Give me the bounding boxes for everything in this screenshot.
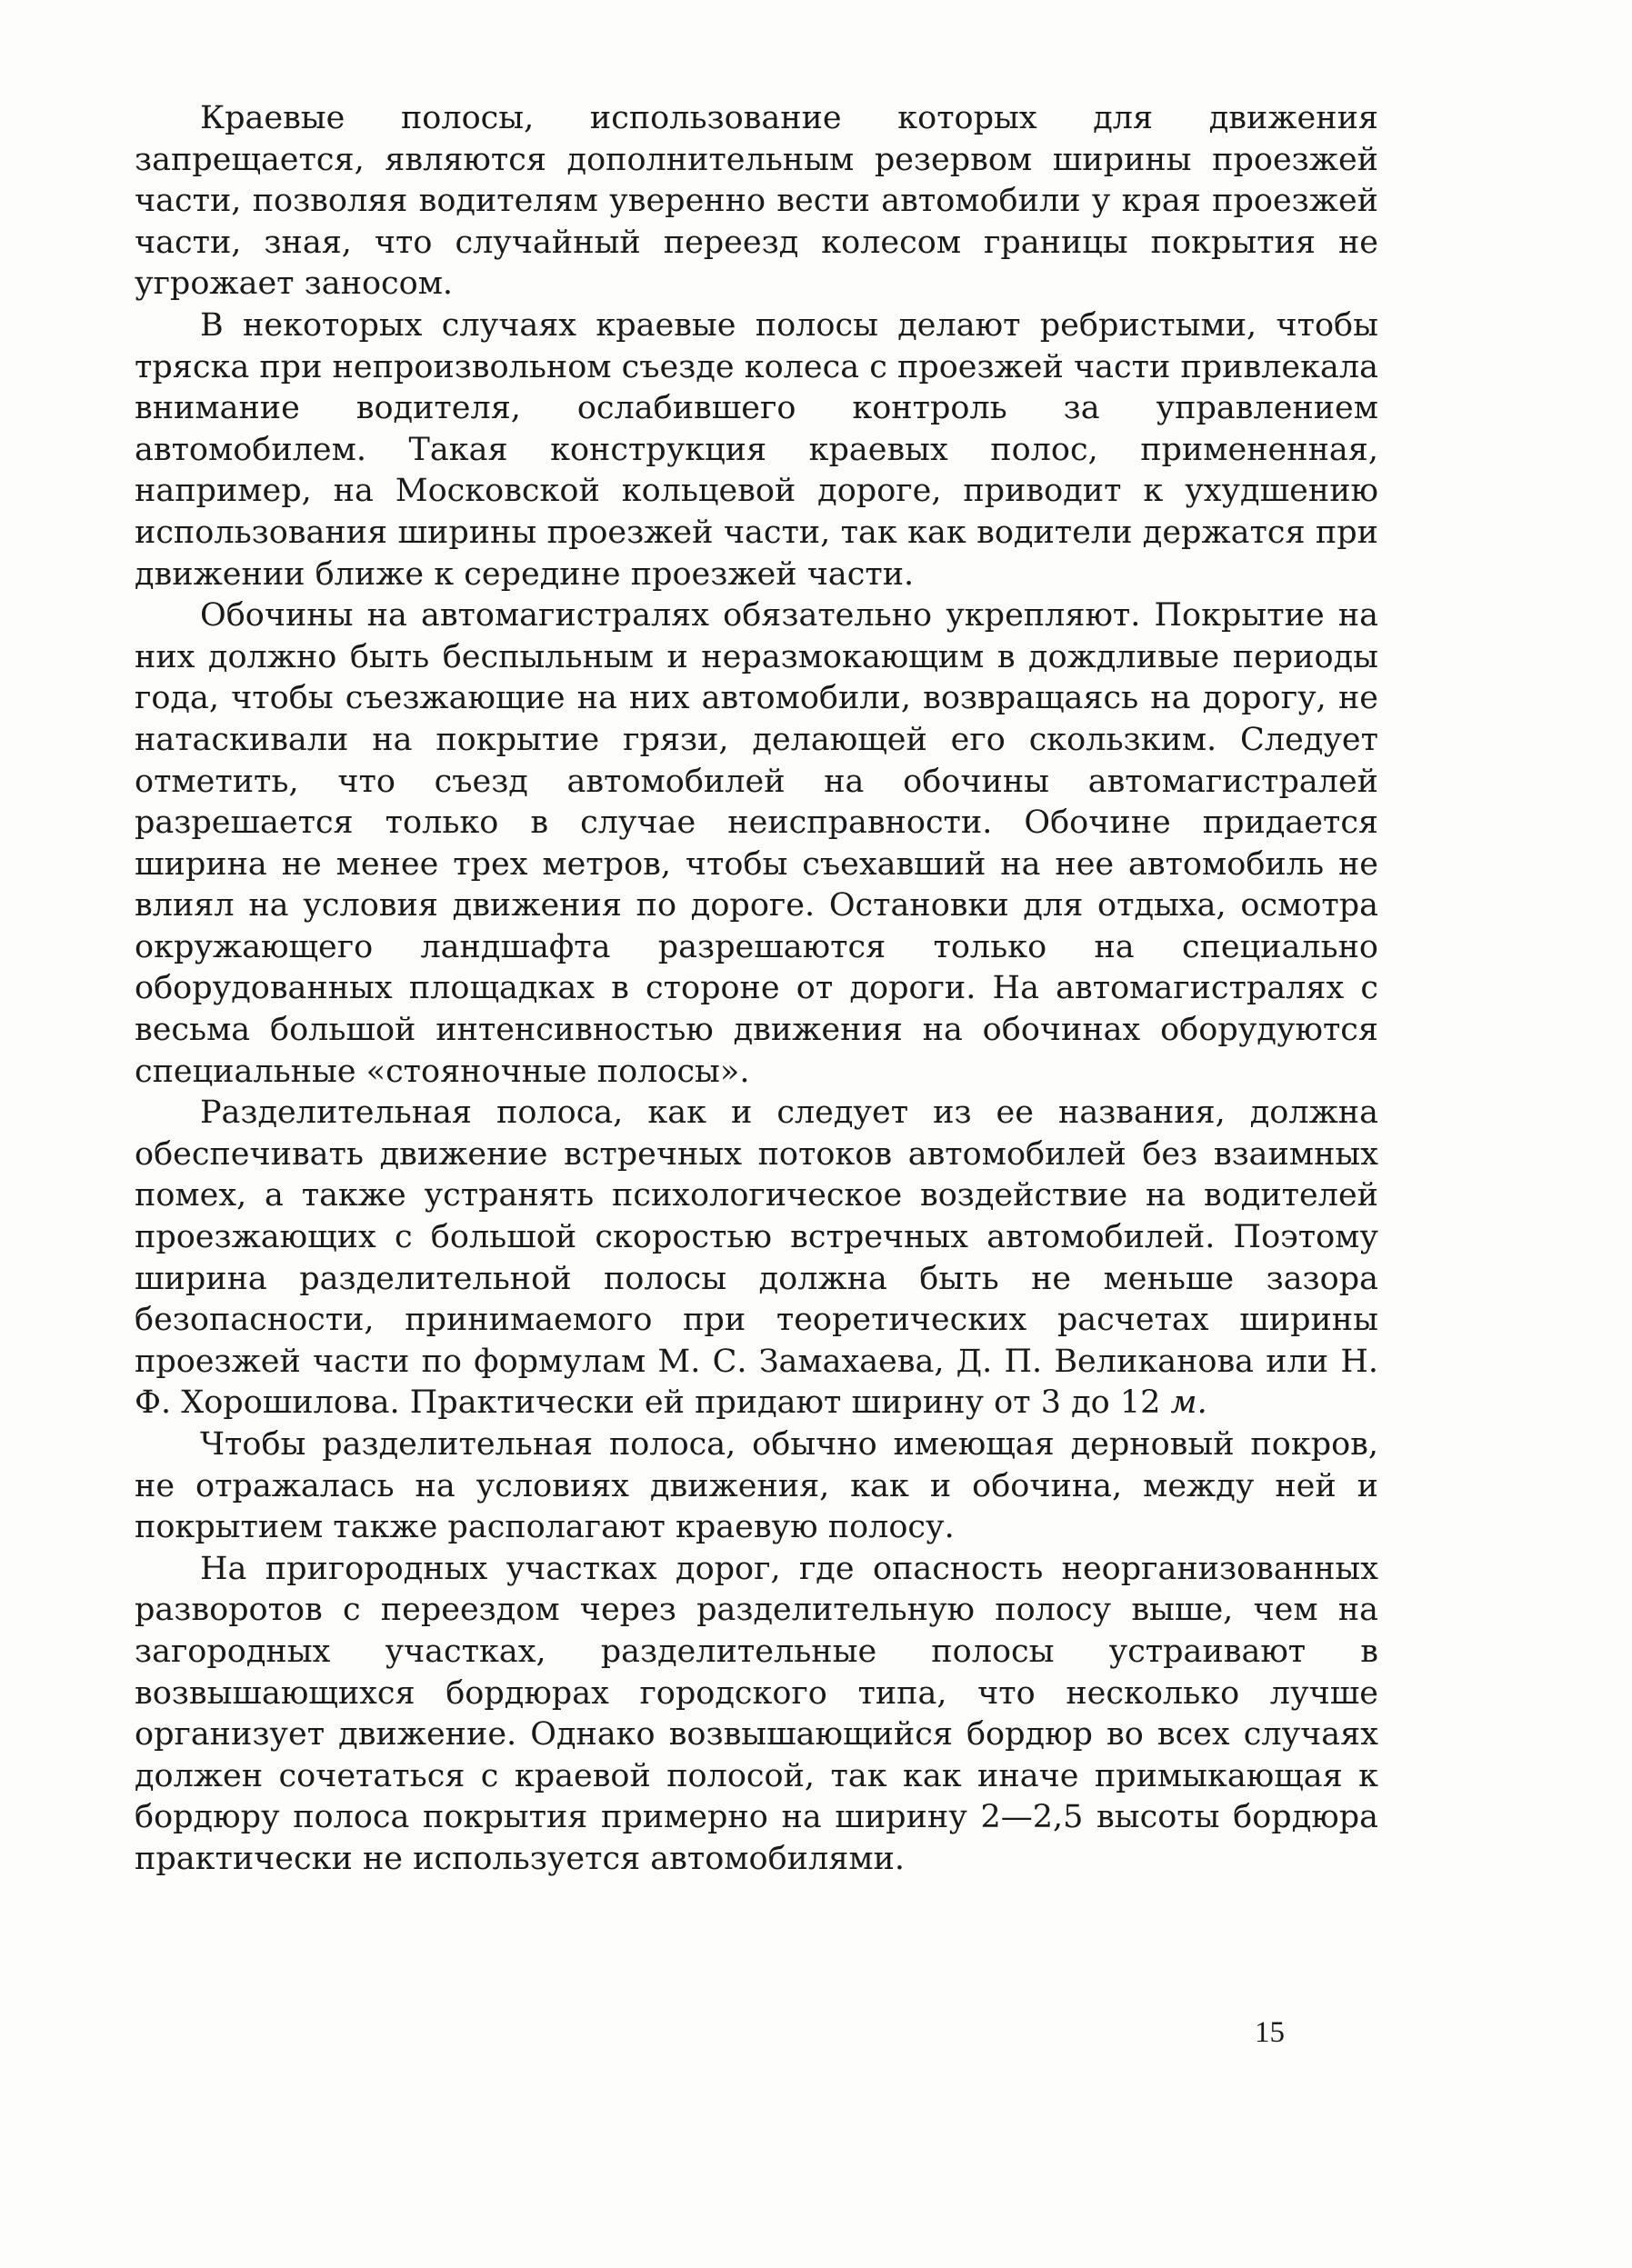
paragraph-sod-cover: Чтобы разделительная полоса, обычно имеющая дерновый покров, не отражалась на условиях движения, как и обочина, между ней и покрытием также располагают краевую полосу. [135, 1426, 1378, 1546]
paragraph-edge-lanes: Краевые полосы, использование которых для движения запрещается, являются дополнительным резервом ширины проезжей части, позволяя водителям уверенно вести автомобили у края проезжей части, зная, что случайный переезд колесом границы покрытия не угрожает заносом. [135, 100, 1378, 303]
paragraph-shoulders: Обочины на автомагистралях обязательно укрепляют. Покрытие на них должно быть беспыльным и неразмокающим в дождливые периоды года, чтобы съезжающие на них автомобили, возвращаясь на дорогу, не натаскивали на покрытие грязи, делающей его скользким. Следует отметить, что съезд автомобилей на обочины автомагистралей разрешается только в случае неисправности. Обочине придается ширина не менее трех метров, чтобы съехавший на нее автомобиль не влиял на условия движения по дороге. Остановки для отдыха, осмотра окружающего ландшафта разрешаются только на специально оборудованных площадках в стороне от дороги. На автомагистралях с весьма большой интенсивностью движения на обочинах оборудуются специальные «стояночные полосы». [135, 597, 1378, 1090]
page-number: 15 [1255, 2016, 1285, 2049]
body-text [135, 98, 1378, 1881]
paragraph-dividing-strip [135, 1093, 1378, 1424]
paragraph-dividing-strip-text: Разделительная полоса, как и следует из ее названия, должна обеспечивать движение встречных потоков автомобилей без взаимных помех, а также устранять психологическое воздействие на водителей проезжающих с большой скоростью встречных автомобилей. Поэтому ширина разделительной полосы должна быть не меньше зазора безопасности, принимаемого при теоретических расчетах ширины проезжей части по формулам М. С. Замахаева, Д. П. Великанова или Н. Ф. Хорошилова. Практически ей придают ширину от 3 до 12 [135, 1094, 1378, 1422]
unit-meters: м. [1170, 1384, 1207, 1422]
paragraph-suburban-sections: На пригородных участках дорог, где опасность неорганизованных разворотов с переездом через разделительную полосу выше, чем на загородных участках, разделительные полосы устраивают в возвышающихся бордюрах городского типа, что несколько лучше организует движение. Однако возвышающийся бордюр во всех случаях должен сочетаться с краевой полосой, так как иначе примыкающая к бордюру полоса покрытия примерно на ширину 2—2,5 высоты бордюра практически не используется автомобилями. [135, 1550, 1378, 1877]
paragraph-ribbed-lanes: В некоторых случаях краевые полосы делают ребристыми, чтобы тряска при непроизвольном съезде колеса с проезжей части привлекала внимание водителя, ослабившего контроль за управлением автомобилем. Такая конструкция краевых полос, примененная, например, на Московской кольцевой дороге, приводит к ухудшению использования ширины проезжей части, так как водители держатся при движении ближе к середине проезжей части. [135, 306, 1378, 593]
